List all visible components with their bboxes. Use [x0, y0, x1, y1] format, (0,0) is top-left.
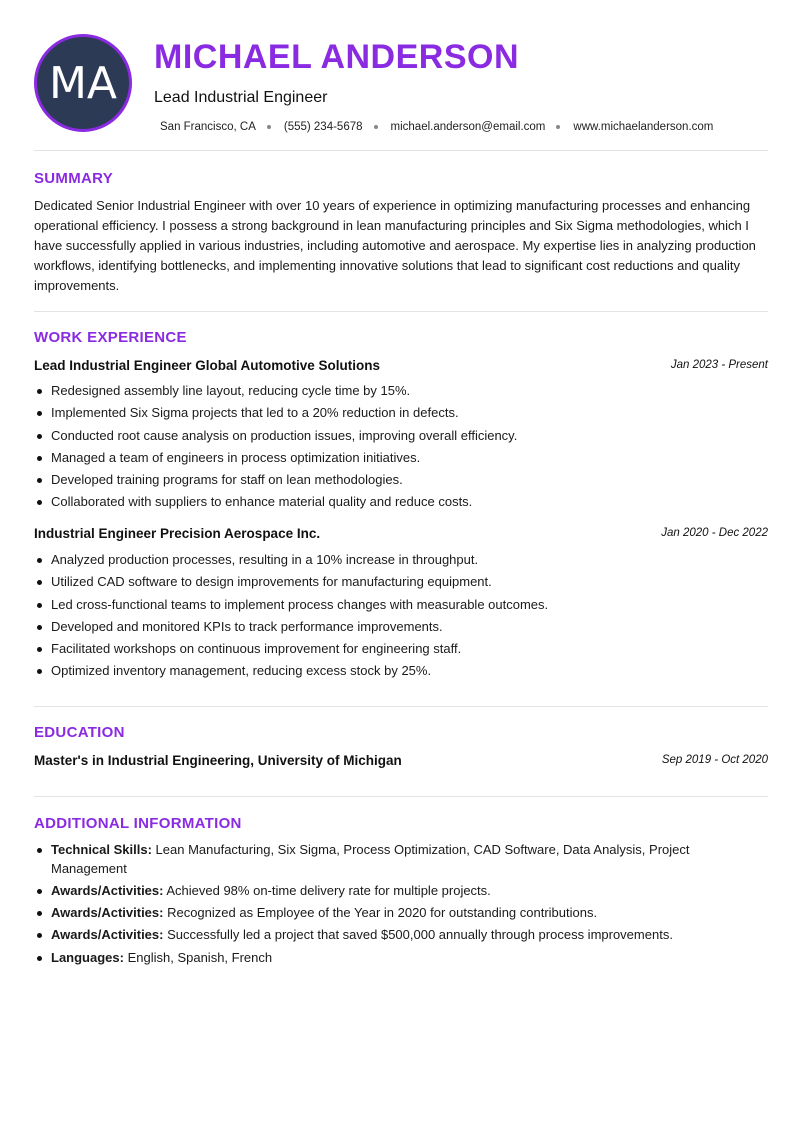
section-divider: [34, 706, 768, 707]
degree-title: Master's in Industrial Engineering, University of Michigan: [34, 753, 402, 768]
list-item: Facilitated workshops on continuous improvement for engineering staff.: [34, 638, 768, 660]
section-divider: [34, 150, 768, 151]
list-item: Redesigned assembly line layout, reducing cycle time by 15%.: [34, 380, 768, 402]
list-item: Implemented Six Sigma projects that led to a 20% reduction in defects.: [34, 402, 768, 424]
item-text: Recognized as Employee of the Year in 2020 for outstanding contributions.: [163, 905, 598, 920]
job-title: Lead Industrial Engineer Global Automotive Solutions: [34, 358, 381, 373]
candidate-name: MICHAEL ANDERSON: [154, 38, 520, 76]
resume-header: [34, 34, 768, 138]
list-item: [34, 840, 768, 878]
list-item: [34, 948, 768, 967]
education-dates: Sep 2019 - Oct 2020: [661, 754, 768, 766]
job-dates: Jan 2023 - Present: [670, 359, 768, 371]
separator-dot-icon: [374, 125, 378, 129]
item-text: English, Spanish, French: [123, 950, 273, 965]
additional-heading: ADDITIONAL INFORMATION: [34, 815, 242, 832]
job-header: [34, 358, 768, 378]
avatar: [34, 34, 132, 132]
summary-heading: SUMMARY: [34, 170, 114, 187]
education-entry: [34, 753, 768, 773]
item-text: Lean Manufacturing, Six Sigma, Process Optimization, CAD Software, Data Analysis, Project Management: [51, 842, 690, 876]
item-label: Languages:: [51, 950, 124, 965]
list-item: [34, 903, 768, 922]
additional-list: [34, 840, 768, 970]
item-label: Awards/Activities:: [51, 905, 164, 920]
item-text: Achieved 98% on-time delivery rate for multiple projects.: [163, 883, 491, 898]
job-header: [34, 526, 768, 546]
separator-dot-icon: [556, 125, 560, 129]
list-item: Collaborated with suppliers to enhance material quality and reduce costs.: [34, 491, 768, 513]
contact-website[interactable]: www.michaelanderson.com: [573, 121, 714, 133]
list-item: Led cross-functional teams to implement process changes with measurable outcomes.: [34, 594, 768, 616]
education-heading: EDUCATION: [34, 724, 125, 741]
avatar-initials: MA: [48, 57, 118, 109]
list-item: Analyzed production processes, resulting in a 10% increase in throughput.: [34, 549, 768, 571]
separator-dot-icon: [267, 125, 271, 129]
list-item: Optimized inventory management, reducing excess stock by 25%.: [34, 660, 768, 682]
contact-line: [160, 121, 713, 133]
contact-phone: (555) 234-5678: [283, 121, 363, 133]
list-item: Managed a team of engineers in process optimization initiatives.: [34, 447, 768, 469]
list-item: [34, 925, 768, 944]
section-divider: [34, 311, 768, 312]
job-title: Industrial Engineer Precision Aerospace Inc.: [34, 526, 321, 541]
item-label: Technical Skills:: [51, 842, 152, 857]
list-item: [34, 881, 768, 900]
item-label: Awards/Activities:: [51, 883, 164, 898]
summary-text: Dedicated Senior Industrial Engineer with over 10 years of experience in optimizing manufacturing processes and enhancing operational efficiency. I possess a strong background in lean manufacturing principles and Six Sigma methodologies, which I have successfully applied in various industries, including automotive and aerospace. My expertise lies in analyzing production workflows, identifying bottlenecks, and implementing innovative solutions that lead to significant cost reductions and quality improvements.: [34, 198, 756, 293]
item-label: Awards/Activities:: [51, 927, 164, 942]
contact-location: San Francisco, CA: [160, 121, 256, 133]
job-bullets: [34, 380, 768, 514]
list-item: Developed and monitored KPIs to track performance improvements.: [34, 616, 768, 638]
list-item: Conducted root cause analysis on production issues, improving overall efficiency.: [34, 425, 768, 447]
list-item: Developed training programs for staff on lean methodologies.: [34, 469, 768, 491]
contact-email[interactable]: michael.anderson@email.com: [390, 121, 546, 133]
job-dates: Jan 2020 - Dec 2022: [661, 527, 768, 539]
candidate-role: Lead Industrial Engineer: [154, 89, 328, 106]
job-bullets: [34, 549, 768, 683]
section-divider: [34, 796, 768, 797]
item-text: Successfully led a project that saved $500,000 annually through process improvements.: [163, 927, 673, 942]
list-item: Utilized CAD software to design improvements for manufacturing equipment.: [34, 571, 768, 593]
experience-heading: WORK EXPERIENCE: [34, 329, 187, 346]
